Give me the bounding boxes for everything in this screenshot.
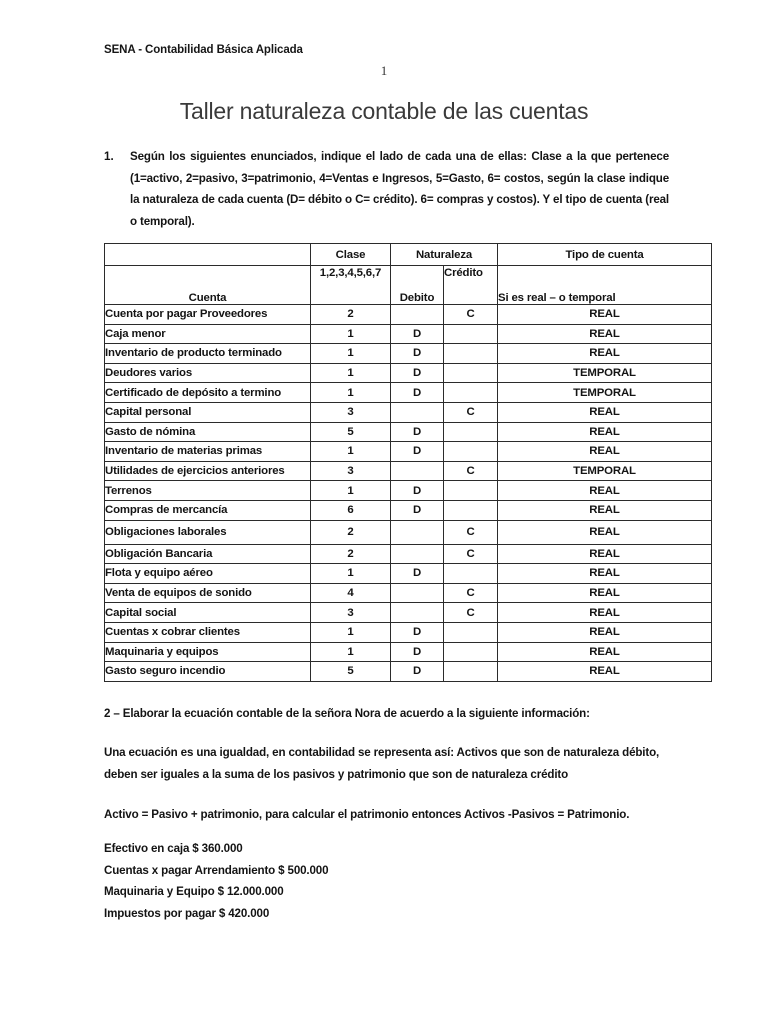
column-header-clase: Clase	[311, 244, 391, 266]
cell-credito: C	[444, 305, 498, 325]
cell-cuenta: Capital personal	[105, 402, 311, 422]
cell-debito	[391, 305, 444, 325]
cell-credito	[444, 642, 498, 662]
cell-cuenta: Gasto de nómina	[105, 422, 311, 442]
column-header-tipo-de-cuenta: Tipo de cuenta	[498, 244, 712, 266]
cell-clase: 1	[311, 642, 391, 662]
cell-tipo: REAL	[498, 324, 712, 344]
cell-cuenta: Venta de equipos de sonido	[105, 583, 311, 603]
cell-debito: D	[391, 642, 444, 662]
cell-clase: 1	[311, 324, 391, 344]
cell-credito	[444, 622, 498, 642]
cell-cuenta: Utilidades de ejercicios anteriores	[105, 461, 311, 481]
cell-tipo: REAL	[498, 422, 712, 442]
cell-clase: 3	[311, 603, 391, 623]
column-header-blank	[105, 244, 311, 266]
cell-clase: 1	[311, 442, 391, 462]
question-1-number: 1.	[104, 150, 114, 163]
table-row	[105, 402, 712, 422]
cell-tipo: REAL	[498, 564, 712, 584]
cell-debito	[391, 544, 444, 564]
table-row	[105, 564, 712, 584]
cell-clase: 1	[311, 344, 391, 364]
cell-cuenta: Flota y equipo aéreo	[105, 564, 311, 584]
cell-credito: C	[444, 603, 498, 623]
cell-credito	[444, 564, 498, 584]
cell-debito	[391, 461, 444, 481]
cell-tipo: TEMPORAL	[498, 383, 712, 403]
cell-debito	[391, 520, 444, 544]
list-item: Cuentas x pagar Arrendamiento $ 500.000	[104, 863, 329, 877]
cell-tipo: REAL	[498, 520, 712, 544]
table-row	[105, 622, 712, 642]
cell-cuenta: Deudores varios	[105, 363, 311, 383]
cell-debito: D	[391, 481, 444, 501]
cell-debito: D	[391, 500, 444, 520]
cell-credito	[444, 481, 498, 501]
cell-credito	[444, 500, 498, 520]
cell-tipo: TEMPORAL	[498, 461, 712, 481]
cell-clase: 1	[311, 363, 391, 383]
question-2-paragraph: Una ecuación es una igualdad, en contabilidad se representa así: Activos que son de naturaleza débito, deben ser iguales a la suma de los pasivos y patrimonio que son de naturaleza crédito	[104, 746, 660, 781]
cell-credito	[444, 363, 498, 383]
table-row	[105, 642, 712, 662]
cell-cuenta: Obligación Bancaria	[105, 544, 311, 564]
subheader-clase-values: 1,2,3,4,5,6,7	[311, 266, 391, 305]
cell-debito: D	[391, 564, 444, 584]
cell-debito	[391, 603, 444, 623]
cell-tipo: REAL	[498, 662, 712, 682]
question-2-heading: 2 – Elaborar la ecuación contable de la señora Nora de acuerdo a la siguiente información:	[104, 707, 590, 720]
cell-clase: 1	[311, 622, 391, 642]
table-row	[105, 324, 712, 344]
cell-cuenta: Compras de mercancía	[105, 500, 311, 520]
cell-tipo: TEMPORAL	[498, 363, 712, 383]
cell-debito: D	[391, 363, 444, 383]
subheader-tipo: Si es real – o temporal	[498, 266, 712, 305]
cell-debito	[391, 583, 444, 603]
table-row	[105, 544, 712, 564]
table-row	[105, 344, 712, 364]
list-item: Impuestos por pagar $ 420.000	[104, 906, 270, 920]
accounts-table	[104, 243, 712, 682]
cell-credito: C	[444, 461, 498, 481]
table-row	[105, 305, 712, 325]
cell-tipo: REAL	[498, 544, 712, 564]
table-row	[105, 422, 712, 442]
table-row	[105, 500, 712, 520]
cell-debito: D	[391, 662, 444, 682]
cell-debito: D	[391, 324, 444, 344]
table-row	[105, 383, 712, 403]
cell-tipo: REAL	[498, 442, 712, 462]
cell-tipo: REAL	[498, 642, 712, 662]
table-row	[105, 662, 712, 682]
cell-tipo: REAL	[498, 583, 712, 603]
cell-debito: D	[391, 344, 444, 364]
cell-debito	[391, 402, 444, 422]
question-1-text: Según los siguientes enunciados, indique el lado de cada una de ellas: Clase a la que pertenece (1=activo, 2=pasivo, 3=patrimonio, 4=Ventas e Ingresos, 5=Gasto, 6= costos, según la clase indique la naturaleza de cada cuenta (D= débito o C= crédito). 6= compras y costos). Y el tipo de cuenta (real o temporal).	[130, 150, 669, 228]
cell-credito	[444, 662, 498, 682]
table-row	[105, 481, 712, 501]
list-item: Maquinaria y Equipo $ 12.000.000	[104, 885, 284, 898]
cell-tipo: REAL	[498, 344, 712, 364]
cell-cuenta: Cuentas x cobrar clientes	[105, 622, 311, 642]
cell-tipo: REAL	[498, 402, 712, 422]
cell-credito: C	[444, 544, 498, 564]
table-row	[105, 520, 712, 544]
cell-credito: C	[444, 583, 498, 603]
cell-credito	[444, 442, 498, 462]
accounts-table-body	[105, 305, 712, 682]
cell-tipo: REAL	[498, 481, 712, 501]
subheader-debito: Debito	[391, 266, 444, 305]
cell-credito	[444, 324, 498, 344]
cell-cuenta: Obligaciones laborales	[105, 520, 311, 544]
cell-cuenta: Maquinaria y equipos	[105, 642, 311, 662]
cell-cuenta: Capital social	[105, 603, 311, 623]
page-number: 1	[380, 63, 388, 78]
cell-cuenta: Inventario de materias primas	[105, 442, 311, 462]
document-header: SENA - Contabilidad Básica Aplicada	[104, 44, 303, 56]
table-row	[105, 461, 712, 481]
cell-credito	[444, 422, 498, 442]
cell-clase: 1	[311, 481, 391, 501]
question-2-item-list	[104, 838, 584, 924]
cell-clase: 6	[311, 500, 391, 520]
cell-credito: C	[444, 520, 498, 544]
cell-credito	[444, 344, 498, 364]
cell-debito: D	[391, 442, 444, 462]
list-item: Efectivo en caja $ 360.000	[104, 842, 243, 855]
cell-clase: 1	[311, 564, 391, 584]
cell-debito: D	[391, 383, 444, 403]
cell-clase: 2	[311, 305, 391, 325]
cell-clase: 5	[311, 422, 391, 442]
question-1	[104, 146, 669, 232]
page-title: Taller naturaleza contable de las cuentas	[179, 98, 589, 124]
cell-cuenta: Certificado de depósito a termino	[105, 383, 311, 403]
cell-tipo: REAL	[498, 305, 712, 325]
cell-tipo: REAL	[498, 622, 712, 642]
cell-clase: 3	[311, 402, 391, 422]
table-row	[105, 363, 712, 383]
cell-debito: D	[391, 622, 444, 642]
table-row	[105, 442, 712, 462]
cell-credito	[444, 383, 498, 403]
cell-clase: 2	[311, 544, 391, 564]
cell-cuenta: Gasto seguro incendio	[105, 662, 311, 682]
table-group-header-row	[105, 244, 712, 266]
cell-clase: 1	[311, 383, 391, 403]
table-row	[105, 603, 712, 623]
subheader-credito: Crédito	[444, 266, 498, 305]
accounts-table-wrapper	[104, 243, 711, 682]
cell-clase: 5	[311, 662, 391, 682]
subheader-cuenta: Cuenta	[105, 266, 311, 305]
cell-tipo: REAL	[498, 603, 712, 623]
cell-cuenta: Caja menor	[105, 324, 311, 344]
accounting-equation-text: Activo = Pasivo + patrimonio, para calcular el patrimonio entonces Activos -Pasivos = Patrimonio.	[104, 808, 630, 821]
cell-cuenta: Inventario de producto terminado	[105, 344, 311, 364]
cell-clase: 2	[311, 520, 391, 544]
cell-credito: C	[444, 402, 498, 422]
column-header-naturaleza: Naturaleza	[391, 244, 498, 266]
cell-cuenta: Terrenos	[105, 481, 311, 501]
table-row	[105, 583, 712, 603]
cell-cuenta: Cuenta por pagar Proveedores	[105, 305, 311, 325]
table-subheader-row	[105, 266, 712, 305]
cell-tipo: REAL	[498, 500, 712, 520]
cell-debito: D	[391, 422, 444, 442]
cell-clase: 3	[311, 461, 391, 481]
cell-clase: 4	[311, 583, 391, 603]
